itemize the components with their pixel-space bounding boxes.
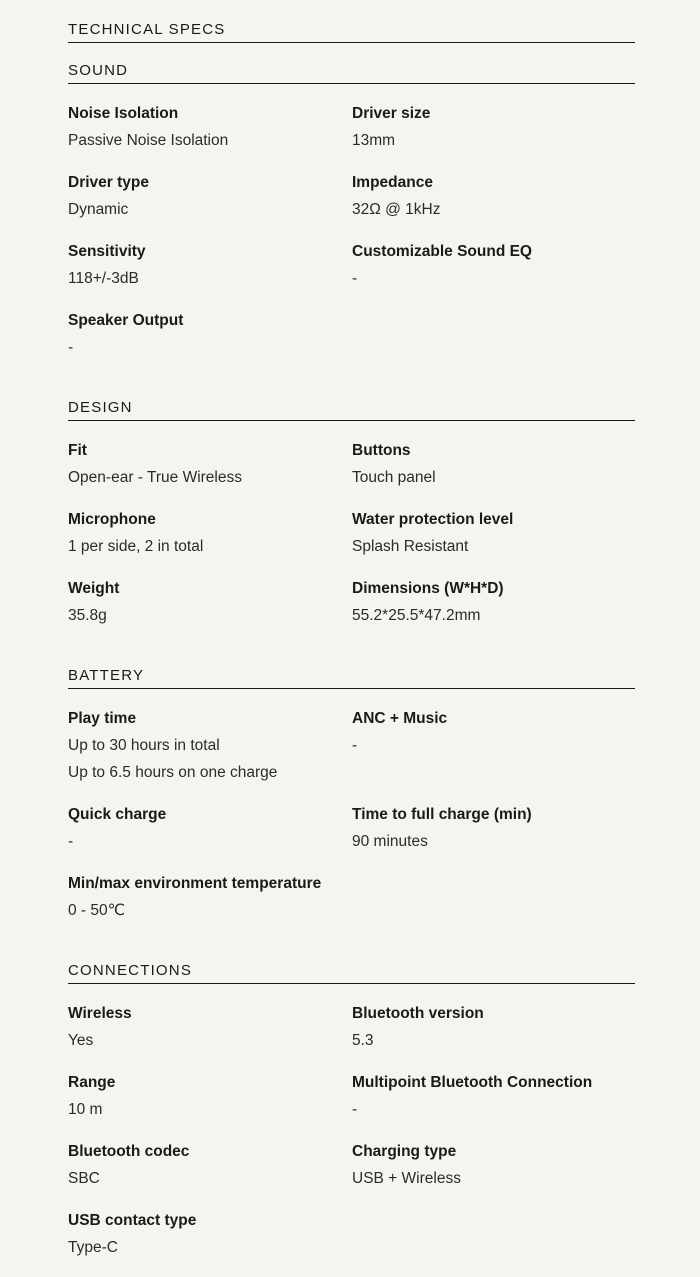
spec-label: Water protection level xyxy=(352,511,514,528)
spec-usb-contact-type xyxy=(68,1212,348,1257)
spec-value: 1 per side, 2 in total xyxy=(68,538,204,555)
spec-range xyxy=(68,1074,348,1119)
spec-label: Time to full charge (min) xyxy=(352,806,532,823)
section-design xyxy=(68,399,635,624)
spec-value: 10 m xyxy=(68,1101,103,1118)
page-title: TECHNICAL SPECS xyxy=(68,21,635,43)
spec-bluetooth-version xyxy=(352,1005,632,1050)
spec-value: 0 - 50℃ xyxy=(68,902,126,919)
spec-value: Passive Noise Isolation xyxy=(68,132,229,149)
spec-value: Touch panel xyxy=(352,469,436,486)
spec-noise-isolation xyxy=(68,105,348,150)
spec-value: 5.3 xyxy=(352,1032,374,1049)
spec-value: 55.2*25.5*47.2mm xyxy=(352,607,481,624)
spec-buttons xyxy=(352,442,632,487)
spec-label: Speaker Output xyxy=(68,312,184,329)
spec-label: Sensitivity xyxy=(68,243,146,260)
spec-value: Dynamic xyxy=(68,201,129,218)
spec-water-protection-level xyxy=(352,511,632,556)
spec-sensitivity xyxy=(68,243,348,288)
spec-value: - xyxy=(352,1101,358,1118)
spec-label: USB contact type xyxy=(68,1212,197,1229)
spec-value: Type-C xyxy=(68,1239,118,1256)
section-title: BATTERY xyxy=(68,667,635,689)
spec-value: 35.8g xyxy=(68,607,107,624)
spec-anc-music xyxy=(352,710,632,755)
spec-label: Play time xyxy=(68,710,137,727)
spec-value: Up to 30 hours in total xyxy=(68,737,220,754)
spec-microphone xyxy=(68,511,348,556)
spec-value: USB + Wireless xyxy=(352,1170,461,1187)
spec-label: Wireless xyxy=(68,1005,132,1022)
spec-quick-charge xyxy=(68,806,348,851)
spec-value: Open-ear - True Wireless xyxy=(68,469,242,486)
spec-label: Impedance xyxy=(352,174,433,191)
spec-label: Multipoint Bluetooth Connection xyxy=(352,1074,593,1091)
spec-value: 90 minutes xyxy=(352,833,428,850)
spec-label: Bluetooth version xyxy=(352,1005,484,1022)
spec-value: 13mm xyxy=(352,132,396,149)
spec-driver-size xyxy=(352,105,632,150)
spec-time-to-full-charge xyxy=(352,806,632,851)
spec-value: - xyxy=(352,737,358,754)
spec-environment-temperature xyxy=(68,875,368,920)
spec-play-time xyxy=(68,710,348,782)
spec-value: - xyxy=(68,339,74,356)
spec-value: SBC xyxy=(68,1170,100,1187)
spec-label: Weight xyxy=(68,580,120,597)
spec-label: Noise Isolation xyxy=(68,105,179,122)
section-title: DESIGN xyxy=(68,399,635,421)
spec-label: Microphone xyxy=(68,511,156,528)
section-sound xyxy=(68,62,635,356)
spec-weight xyxy=(68,580,348,625)
section-battery xyxy=(68,667,635,919)
spec-wireless xyxy=(68,1005,348,1050)
spec-customizable-sound-eq xyxy=(352,243,632,288)
spec-label: Driver size xyxy=(352,105,431,122)
spec-label: Customizable Sound EQ xyxy=(352,243,532,260)
spec-label: ANC + Music xyxy=(352,710,448,727)
spec-label: Fit xyxy=(68,442,87,459)
spec-label: Range xyxy=(68,1074,116,1091)
spec-label: Driver type xyxy=(68,174,149,191)
spec-value: - xyxy=(68,833,74,850)
spec-charging-type xyxy=(352,1143,632,1188)
spec-driver-type xyxy=(68,174,348,219)
spec-bluetooth-codec xyxy=(68,1143,348,1188)
spec-value: - xyxy=(352,270,358,287)
spec-value: Up to 6.5 hours on one charge xyxy=(68,764,278,781)
spec-value: Yes xyxy=(68,1032,94,1049)
spec-value: 32Ω @ 1kHz xyxy=(352,201,441,218)
spec-label: Charging type xyxy=(352,1143,457,1160)
spec-value: Splash Resistant xyxy=(352,538,469,555)
spec-label: Min/max environment temperature xyxy=(68,875,322,892)
spec-label: Quick charge xyxy=(68,806,167,823)
section-connections xyxy=(68,962,635,1256)
spec-speaker-output xyxy=(68,312,348,357)
spec-fit xyxy=(68,442,348,487)
spec-label: Dimensions (W*H*D) xyxy=(352,580,504,597)
spec-dimensions xyxy=(352,580,632,625)
spec-impedance xyxy=(352,174,632,219)
spec-label: Bluetooth codec xyxy=(68,1143,190,1160)
spec-label: Buttons xyxy=(352,442,411,459)
section-title: SOUND xyxy=(68,62,635,84)
spec-multipoint-bluetooth xyxy=(352,1074,632,1119)
section-title: CONNECTIONS xyxy=(68,962,635,984)
spec-value: 118+/-3dB xyxy=(68,270,139,287)
